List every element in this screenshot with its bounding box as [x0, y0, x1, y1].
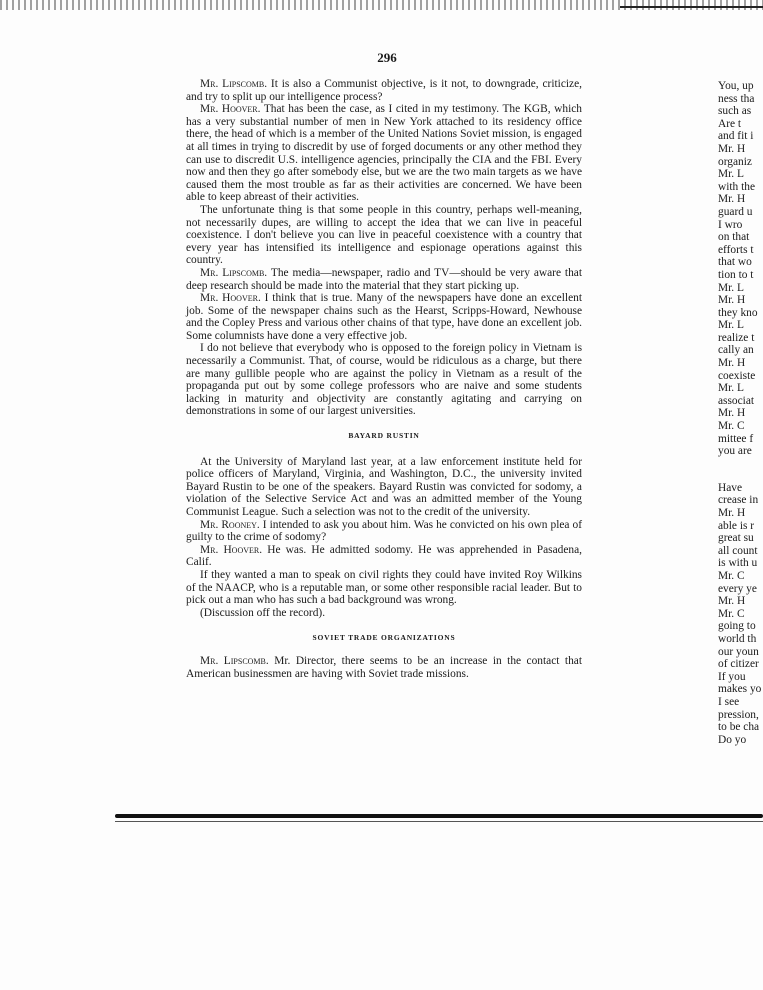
- facing-page-line-fragment: crease in: [718, 494, 759, 507]
- facing-page-line-fragment: great su: [718, 532, 754, 545]
- paragraph: [186, 342, 582, 418]
- facing-page-column-fragment: [718, 80, 763, 746]
- facing-page-line-fragment: with the: [718, 180, 756, 193]
- facing-page-line-fragment: Mr. C: [718, 607, 745, 620]
- facing-page-line-fragment: Mr. H: [718, 357, 746, 370]
- facing-page-line-fragment: Mr. H: [718, 294, 746, 307]
- facing-page-line-fragment: of citizer: [718, 658, 759, 671]
- facing-page-line-fragment: our youn: [718, 645, 759, 658]
- facing-page-line-fragment: Mr. H: [718, 407, 746, 420]
- scan-top-border: [0, 0, 763, 10]
- facing-page-line-fragment: Mr. C: [718, 569, 745, 582]
- main-text-column: [186, 78, 582, 680]
- paragraph: [186, 456, 582, 519]
- facing-page-line-fragment: Mr. H: [718, 595, 746, 608]
- paragraph: [186, 78, 582, 103]
- facing-page-line-fragment: cally an: [718, 344, 754, 357]
- bottom-rule: [115, 814, 763, 818]
- facing-page-line-fragment: and fit i: [718, 130, 754, 143]
- facing-page-line-fragment: world th: [718, 632, 757, 645]
- facing-page-line-fragment: Mr. L: [718, 168, 744, 181]
- paragraph: [186, 544, 582, 569]
- speaker-name: Mr. Rooney.: [200, 518, 260, 531]
- paragraph-text: The unfortunate thing is that some people in this country, perhaps well-meaning, not necessarily dupes, are willing to accept the idea that we can live in peaceful coexistence. I don't believe you can live in peaceful coexistence with a country that every year has intensified its intelligence and espionage operations against this country.: [186, 203, 582, 267]
- paragraph: [186, 292, 582, 342]
- facing-page-line-fragment: coexiste: [718, 369, 756, 382]
- paragraph: [186, 607, 582, 620]
- facing-page-line-fragment: guard u: [718, 205, 753, 218]
- facing-page-line-fragment: You, up: [718, 80, 754, 92]
- facing-page-line-fragment: organiz: [718, 155, 752, 168]
- paragraph: [186, 103, 582, 204]
- top-rule: [620, 6, 763, 8]
- facing-page-line-fragment: [718, 458, 763, 482]
- paragraph-text: I think that is true. Many of the newspapers have done an excellent job. Some of the newspaper chains such as the Hearst, Scripps-Howard, Newhouse and the Copley Press and various other chains of that type, have done an excellent job. Some columnists have done a very effective job.: [186, 292, 582, 342]
- paragraph: [186, 519, 582, 544]
- facing-page-line-fragment: If you: [718, 670, 746, 683]
- facing-page-line-fragment: Mr. H: [718, 142, 746, 155]
- paragraph-text: (Discussion off the record).: [200, 606, 326, 619]
- paragraph-text: At the University of Maryland last year, at a law enforcement institute held for police officers of Maryland, Virginia, and Washington, D.C., the university invited Bayard Rustin to be one of the speakers. Bayard Rustin was convicted for sodomy, a violation of the Selective Service Act and was an admitted member of the Young Communist League. Such a selection was not to the credit of the university.: [186, 455, 582, 518]
- facing-page-line-fragment: I wro: [718, 218, 743, 231]
- facing-page-line-fragment: I see: [718, 695, 740, 708]
- facing-page-line-fragment: Mr. H: [718, 507, 746, 519]
- speaker-name: Mr. Hoover.: [200, 292, 261, 305]
- paragraph: [186, 655, 582, 680]
- facing-page-line-fragment: Mr. H: [718, 193, 746, 206]
- facing-page-line-fragment: ness tha: [718, 92, 755, 105]
- paragraph-text: If they wanted a man to speak on civil rights they could have invited Roy Wilkins of the NAACP, who is a reputable man, or some other responsible racial leader. But to pick out a man who has such a bad background was wrong.: [186, 568, 582, 607]
- facing-page-line-fragment: to be cha: [718, 721, 760, 734]
- paragraph-text: I intended to ask you about him. Was he convicted on his own plea of guilty to the crime of sodomy?: [186, 518, 582, 544]
- facing-page-line-fragment: efforts t: [718, 243, 754, 256]
- paragraph: [186, 204, 582, 267]
- paragraph: [186, 267, 582, 292]
- paragraph-text: That has been the case, as I cited in my testimony. The KGB, which has a very substantial number of men in New York attached to its residency office there, the head of which is a member of the United Nations Soviet mission, is engaged at all times in trying to discredit by use of forged documents or any other method they can use to discredit U.S. intelligence agencies, principally the CIA and the FBI. Every now and then they go after somebody else, but we are the two main targets as we have caused them the most trouble as far as their activities are concerned. We have been able to keep abreast of their activities.: [186, 103, 582, 204]
- facing-page-line-fragment: able is r: [718, 519, 755, 532]
- speaker-name: Mr. Hoover.: [200, 103, 261, 116]
- facing-page-line-fragment: mittee f: [718, 432, 754, 445]
- facing-page-line-fragment: Mr. L: [718, 382, 744, 395]
- facing-page-line-fragment: they kno: [718, 306, 758, 319]
- facing-page-line-fragment: realize t: [718, 331, 755, 344]
- paragraph-text: The media—newspaper, radio and TV—should be very aware that deep research should be made into the material that they start picking up.: [186, 266, 582, 292]
- facing-page-line-fragment: Do yo: [718, 733, 747, 746]
- facing-page-line-fragment: going to: [718, 620, 756, 633]
- section-heading: BAYARD RUSTIN: [348, 431, 420, 441]
- facing-page-line-fragment: Mr. L: [718, 281, 744, 294]
- facing-page-line-fragment: all count: [718, 544, 758, 557]
- facing-page-line-fragment: associat: [718, 394, 755, 407]
- paragraph-text: Mr. Director, there seems to be an increase in the contact that American businessmen are having with Soviet trade missions.: [186, 654, 583, 680]
- facing-page-line-fragment: you are: [718, 445, 752, 458]
- paragraph-text: I do not believe that everybody who is opposed to the foreign policy in Vietnam is necessarily a Communist. That, of course, would be ridiculous as a charge, but there are many gullible people who are against the policy in Vietnam as a result of the propaganda put out by some college professors who are naive and some students lacking in maturity and objectivity are constantly agitating and carrying on demonstrations in some of our largest universities.: [186, 342, 582, 418]
- speaker-name: Mr. Lipscomb.: [200, 78, 268, 90]
- facing-page-line-fragment: pression,: [718, 708, 759, 721]
- speaker-name: Mr. Lipscomb.: [200, 266, 268, 279]
- facing-page-line-fragment: on that: [718, 231, 750, 244]
- speaker-name: Mr. Hoover.: [200, 543, 263, 556]
- facing-page-line-fragment: Have: [718, 481, 743, 494]
- bottom-rule-thin: [115, 821, 763, 822]
- paragraph: [186, 569, 582, 607]
- section-heading: SOVIET TRADE ORGANIZATIONS: [312, 633, 456, 643]
- facing-page-line-fragment: is with u: [718, 557, 758, 570]
- facing-page-line-fragment: Are t: [718, 117, 742, 130]
- facing-page-line-fragment: such as: [718, 105, 752, 118]
- paragraph-text: It is also a Communist objective, is it not, to downgrade, criticize, and try to split up our intelligence process?: [186, 78, 582, 103]
- facing-page-line-fragment: tion to t: [718, 268, 754, 281]
- facing-page-line-fragment: makes yo: [718, 683, 762, 696]
- facing-page-line-fragment: that wo: [718, 256, 752, 269]
- facing-page-line-fragment: Mr. L: [718, 319, 744, 332]
- facing-page-line-fragment: Mr. C: [718, 420, 745, 433]
- speaker-name: Mr. Lipscomb.: [200, 654, 269, 667]
- page-number: 296: [377, 50, 397, 65]
- facing-page-line-fragment: every ye: [718, 582, 757, 595]
- paragraph-text: He was. He admitted sodomy. He was apprehended in Pasadena, Calif.: [186, 543, 582, 569]
